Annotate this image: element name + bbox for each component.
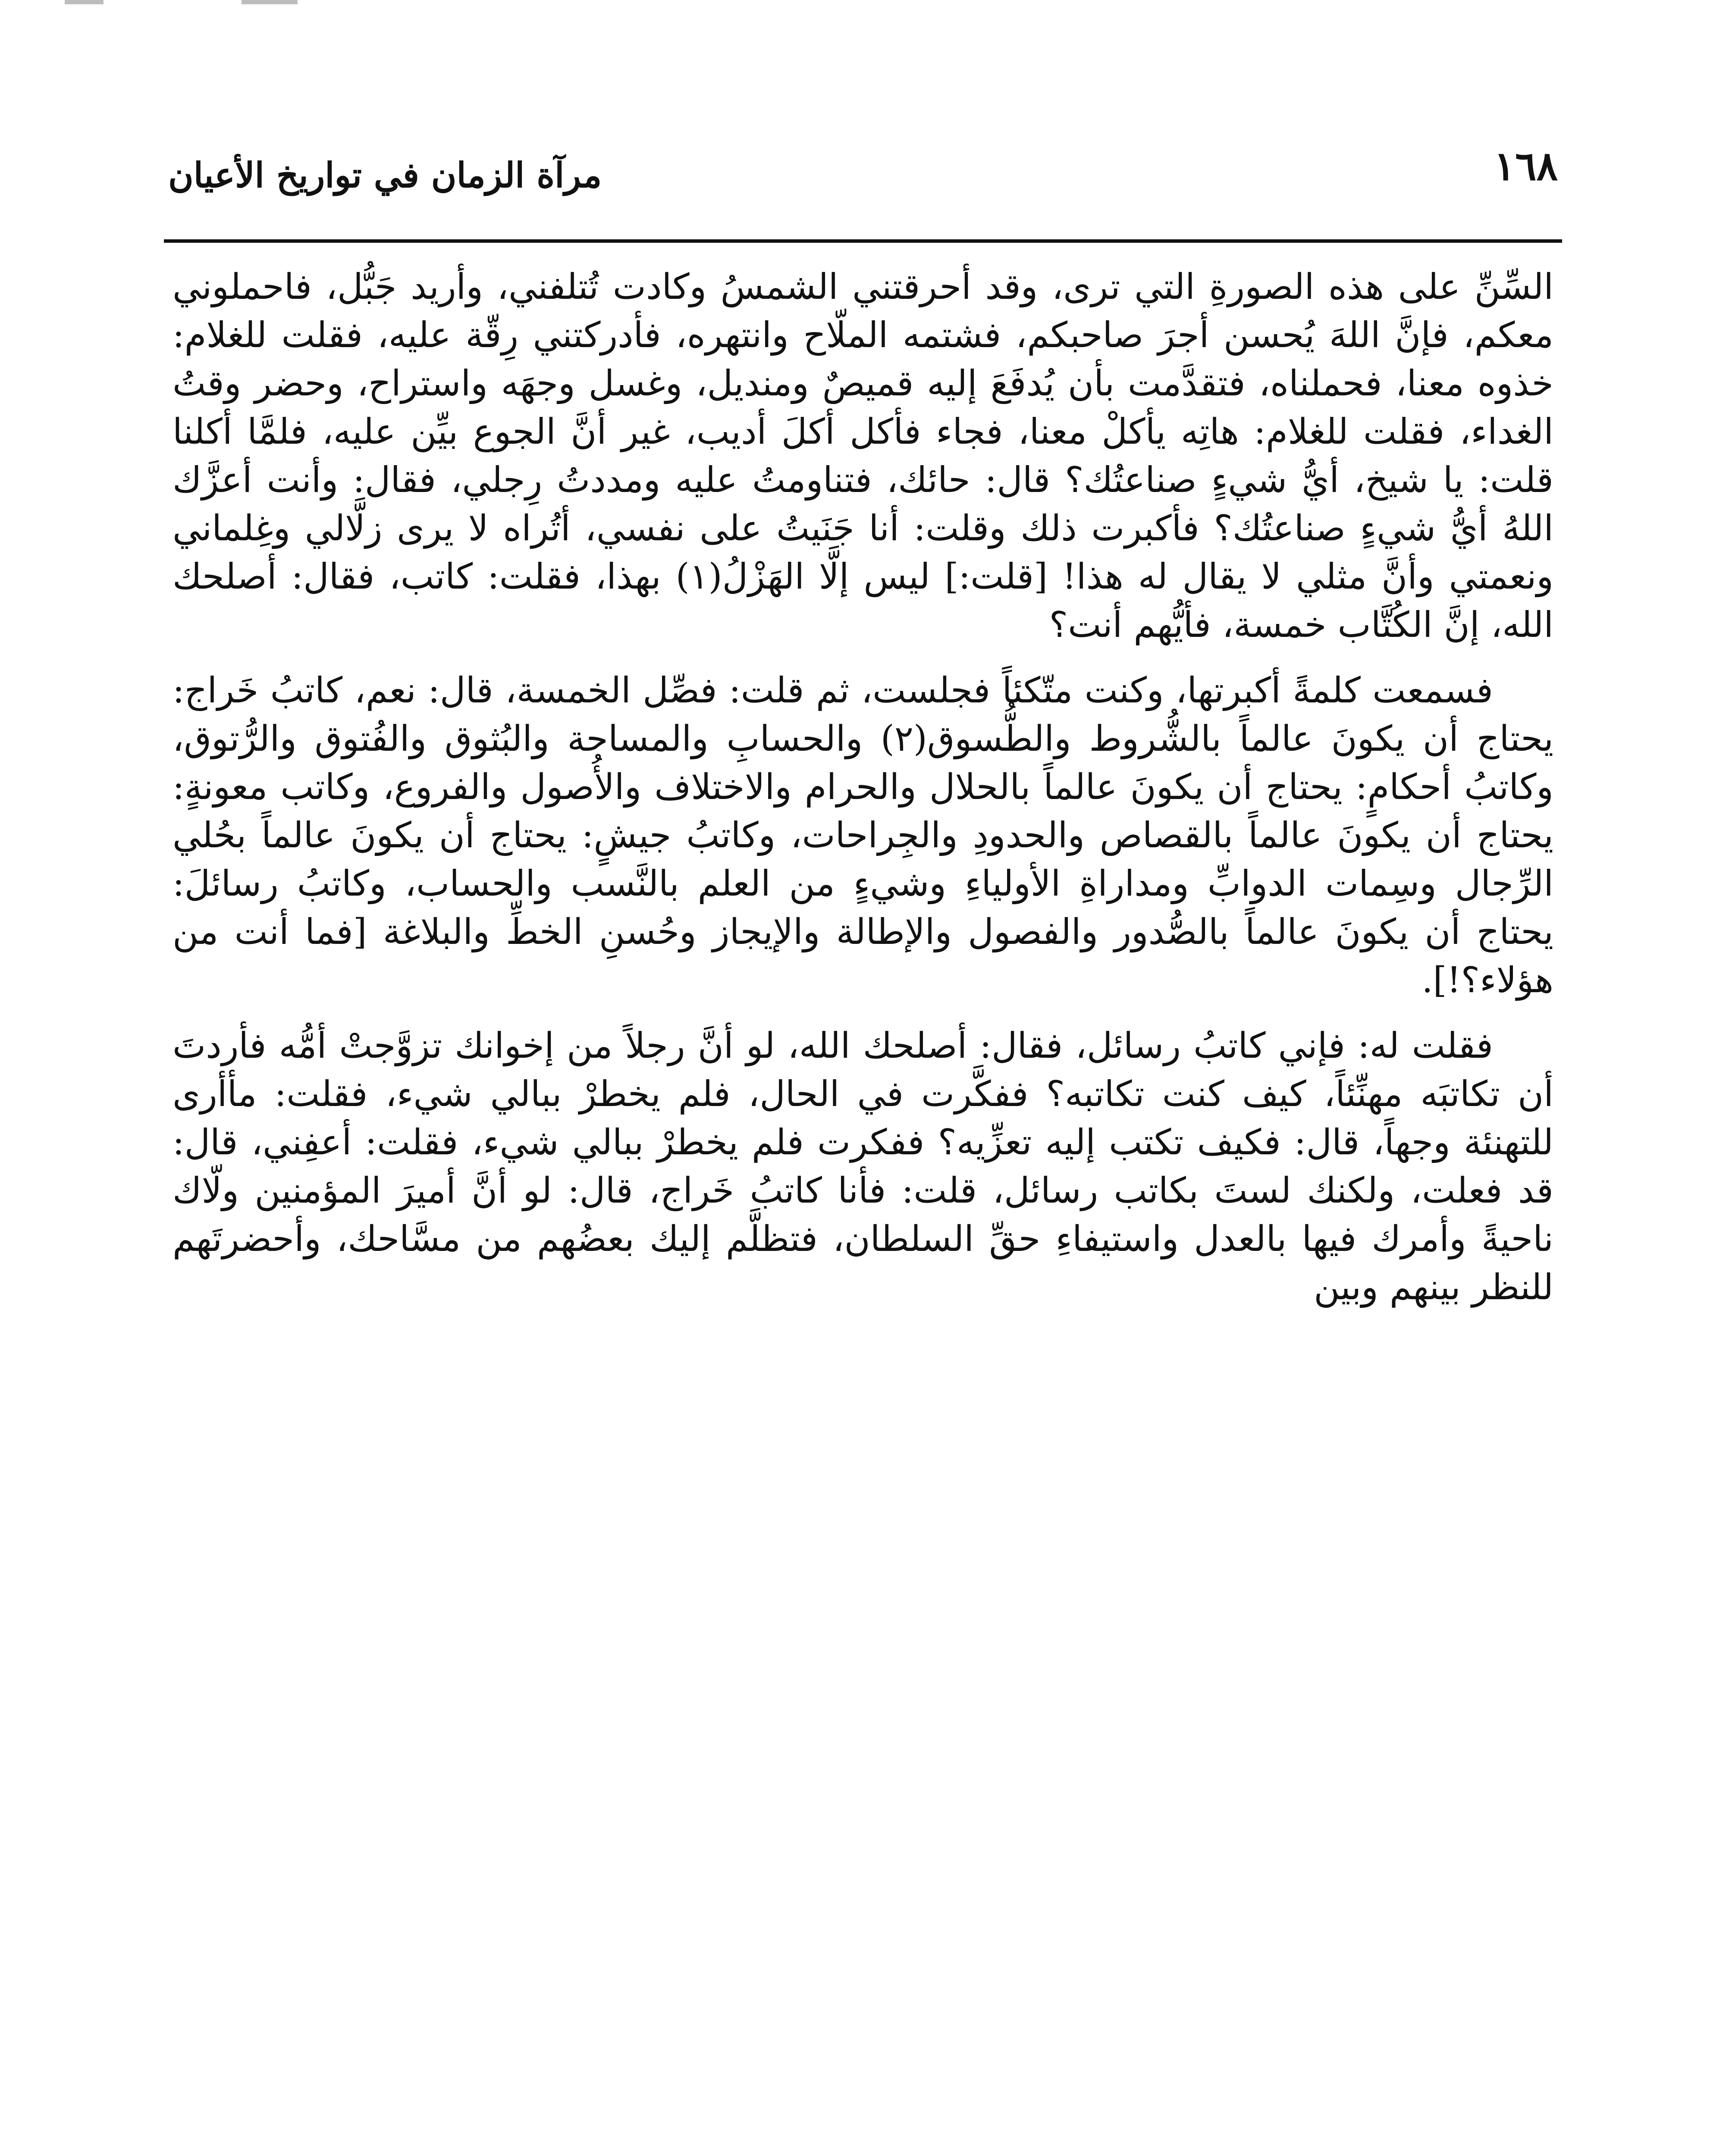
scan-edge-mark — [65, 0, 104, 4]
header-rule — [164, 239, 1562, 243]
running-title: مرآة الزمان في تواريخ الأعيان — [168, 155, 602, 195]
scan-edge-mark — [242, 0, 298, 4]
main-text — [173, 263, 1553, 1329]
paragraph: فقلت له: فإني كاتبُ رسائل، فقال: أصلحك الله، لو أنَّ رجلاً من إخوانك تزوَّجتْ أمُّه فأردتَ أن تكاتبَه مهنِّئاً، كيف كنت تكاتبه؟ ففكَّرت في الحال، فلم يخطرْ ببالي شيء، فقلت: مأأرى للتهنئة وجهاً، قال: فكيف تكتب إليه تعزِّيه؟ ففكرت فلم يخطرْ ببالي شيء، فقلت: أعفِني، قال: قد فعلت، ولكنك لستَ بكاتب رسائل، قلت: فأنا كاتبُ خَراج، قال: لو أنَّ أميرَ المؤمنين ولّاك ناحيةً وأمرك فيها بالعدل واستيفاءِ حقِّ السلطان، فتظلَّم إليك بعضُهم من مسَّاحك، وأحضرتَهم للنظر بينهم وبين — [173, 1025, 1553, 1308]
paragraph: السِّنِّ على هذه الصورةِ التي ترى، وقد أحرقتني الشمسُ وكادت تُتلفني، وأريد جَبُّل، فاحملوني معكم، فإنَّ اللهَ يُحسن أجرَ صاحبكم، فشتمه الملّاح وانتهره، فأدركتني رِقّة عليه، فقلت للغلام: خذوه معنا، فحملناه، فتقدَّمت بأن يُدفَعَ إليه قميصٌ ومنديل، وغسل وجهَه واستراح، وحضر وقتُ الغداء، فقلت للغلام: هاتِه يأكلْ معنا، فجاء فأكل أكلَ أديب، غير أنَّ الجوع بيِّن عليه، فلمَّا أكلنا قلت: يا شيخ، أيُّ شيءٍ صناعتُك؟ قال: حائك، فتناومتُ عليه ومددتُ رِجلي، فقال: وأنت أعزَّك اللهُ أيُّ شيءٍ صناعتُك؟ فأكبرت ذلك وقلت: أنا جَنَيتُ على نفسي، أتُراه لا يرى زلَّالي وغِلماني ونعمتي وأنَّ مثلي لا يقال له هذا! [قلت:] ليس إلَّا الهَزْلُ(١) بهذا، فقلت: كاتب، فقال: أصلحك الله، إنَّ الكُتَّاب خمسة، فأيُّهم أنت؟ — [173, 266, 1553, 646]
page-number: ١٦٨ — [1494, 143, 1558, 189]
page-header — [164, 142, 1562, 207]
paragraph: فسمعت كلمةً أكبرتها، وكنت متّكئاً فجلست، ثم قلت: فصِّل الخمسة، قال: نعم، كاتبُ خَراج: يحتاج أن يكونَ عالماً بالشُّروط والطُّسوق(٢) والحسابِ والمساحة والبُثوق والفُتوق والرُّتوق، وكاتبُ أحكامٍ: يحتاج أن يكونَ عالماً بالحلال والحرام والاختلاف والأُصول والفروع، وكاتب معونةٍ: يحتاج أن يكونَ عالماً بالقصاص والحدودِ والجِراحات، وكاتبُ جيشٍ: يحتاج أن يكونَ عالماً بحُلي الرِّجال وسِمات الدوابِّ ومداراةِ الأولياءِ وشيءٍ من العلم بالنَّسب والحساب، وكاتبُ رسائلَ: يحتاج أن يكونَ عالماً بالصُّدور والفصول والإطالة والإيجاز وحُسنِ الخطِّ والبلاغة [فما أنت من هؤلاء؟!]. — [173, 670, 1554, 1001]
